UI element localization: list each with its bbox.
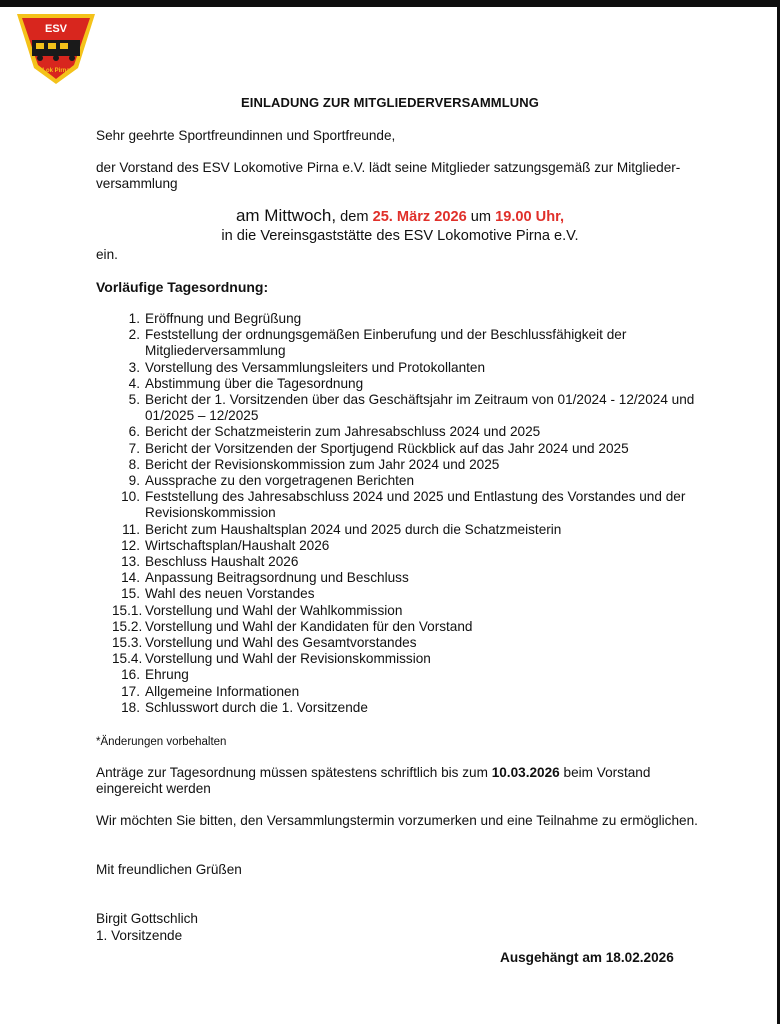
agenda-item-number: 2. (128, 327, 140, 343)
agenda-item-number: 7. (128, 440, 140, 456)
agenda-item-number: 1. (128, 311, 140, 326)
agenda-item-text: Allgemeine Informationen (145, 683, 300, 699)
agenda-item (112, 327, 702, 359)
agenda-item-number: 5. (128, 392, 140, 408)
agenda-item (112, 554, 702, 570)
agenda-item-number: 3. (128, 359, 140, 375)
page-title: EINLADUNG ZUR MITGLIEDERVERSAMMLUNG (241, 95, 539, 110)
agenda-item-number: 11. (122, 521, 140, 537)
deadline-before: Anträge zur Tagesordnung müssen spätestens schriftlich bis zum (96, 765, 492, 780)
date-prefix: am Mittwoch, (235, 206, 337, 225)
agenda-item-text: Abstimmung über die Tagesordnung (145, 375, 364, 391)
signer-name: Birgit Gottschlich (96, 911, 198, 926)
agenda-item-number: 15.4. (112, 651, 143, 667)
agenda-item-text: Vorstellung und Wahl der Wahlkommission (145, 602, 403, 618)
agenda-item (112, 635, 702, 651)
agenda-item-text: Feststellung des Jahresabschluss 2024 und 2025 und Entlastung des Vorstandes und der Revisionskommission (145, 489, 686, 521)
agenda-item-text: Aussprache zu den vorgetragenen Berichten (145, 473, 415, 489)
top-border (0, 0, 780, 7)
agenda-item-text: Ehrung (145, 667, 189, 683)
agenda-item-number: 6. (128, 424, 140, 440)
agenda-item (112, 424, 702, 440)
agenda-item-text: Bericht der Vorsitzenden der Sportjugend Rückblick auf das Jahr 2024 und 2025 (145, 440, 629, 456)
agenda-item (112, 489, 702, 521)
agenda-item-number: 10. (121, 489, 140, 505)
agenda-item (112, 651, 702, 667)
agenda-item (112, 700, 702, 716)
greeting: Sehr geehrte Sportfreundinnen und Sportfreunde, (96, 128, 396, 143)
agenda-item-text: Feststellung der ordnungsgemäßen Einberufung und der Beschlussfähigkeit der Mitgliederversammlung (145, 327, 627, 359)
agenda-item (112, 360, 702, 376)
agenda-item-number: 9. (128, 473, 140, 489)
agenda-item-number: 15.2. (112, 618, 143, 634)
agenda-item-number: 15.1. (112, 602, 143, 618)
closing-text: Mit freundlichen Grüßen (96, 862, 242, 877)
request-text: Wir möchten Sie bitten, den Versammlungstermin vorzumerken und eine Teilnahme zu ermöglichen. (96, 813, 698, 828)
agenda-item (112, 311, 702, 327)
agenda-item-number: 15. (121, 586, 140, 602)
meeting-time: 19.00 Uhr (495, 209, 560, 225)
agenda-item (112, 392, 702, 424)
agenda-item-number: 13. (121, 554, 140, 570)
agenda-item-text: Bericht der Revisionskommission zum Jahr 2024 und 2025 (145, 456, 500, 472)
meeting-date: 25. März 2026 (372, 209, 467, 225)
agenda-item-number: 4. (128, 375, 140, 391)
agenda-item (112, 603, 702, 619)
agenda-item-text: Anpassung Beitragsordnung und Beschluss (145, 570, 409, 586)
agenda-item-text: Vorstellung und Wahl der Revisionskommission (145, 651, 431, 667)
posted-date: Ausgehängt am 18.02.2026 (500, 950, 674, 965)
agenda-item (112, 538, 702, 554)
agenda-item-number: 17. (121, 683, 140, 699)
deadline-after: beim Vorstand eingereicht werden (96, 765, 651, 796)
agenda-item (112, 619, 702, 635)
agenda-item-text: Vorstellung und Wahl des Gesamtvorstandes (145, 635, 417, 651)
agenda-item-text: Bericht der Schatzmeisterin zum Jahresabschluss 2024 und 2025 (145, 424, 541, 440)
agenda-item (112, 684, 702, 700)
agenda-item (112, 570, 702, 586)
date-dem: dem (336, 209, 373, 225)
agenda-item-text: Eröffnung und Begrüßung (145, 311, 302, 326)
agenda-item (112, 473, 702, 489)
agenda-heading: Vorläufige Tagesordnung: (96, 279, 269, 295)
agenda-item (112, 522, 702, 538)
agenda-item-number: 16. (121, 667, 140, 683)
agenda-item (112, 667, 702, 683)
signer-role: 1. Vorsitzende (96, 928, 183, 943)
agenda-item (112, 376, 702, 392)
ein-text: ein. (96, 247, 118, 262)
logo-bottom-text: Lok Pirna (42, 68, 70, 74)
agenda-item-number: 15.3. (112, 635, 143, 651)
agenda-item-text: Beschluss Haushalt 2026 (145, 554, 299, 570)
agenda-item-number: 12. (121, 537, 140, 553)
deadline-text (96, 765, 706, 797)
agenda-item-text: Wirtschaftsplan/Haushalt 2026 (145, 537, 330, 553)
logo-top-text: ESV (44, 23, 68, 35)
deadline-date: 10.03.2026 (491, 765, 560, 780)
esv-logo (14, 10, 98, 86)
agenda-item-text: Vorstellung und Wahl der Kandidaten für den Vorstand (145, 618, 473, 634)
changes-note: *Änderungen vorbehalten (96, 736, 227, 748)
intro-text: der Vorstand des ESV Lokomotive Pirna e.V. lädt seine Mitglieder satzungsgemäß zur Mitglieder-versammlung (96, 160, 681, 191)
agenda-item-number: 14. (121, 570, 140, 586)
agenda-item (112, 441, 702, 457)
agenda-item-number: 18. (121, 699, 140, 715)
location-line: in die Vereinsgaststätte des ESV Lokomotive Pirna e.V. (221, 228, 579, 244)
agenda-item-text: Schlusswort durch die 1. Vorsitzende (145, 699, 368, 715)
agenda-item-text: Wahl des neuen Vorstandes (145, 586, 315, 602)
agenda-item (112, 586, 702, 602)
agenda-list (112, 311, 702, 716)
agenda-item (112, 457, 702, 473)
agenda-item-text: Vorstellung des Versammlungsleiters und Protokollanten (145, 359, 486, 375)
agenda-item-text: Bericht der 1. Vorsitzenden über das Geschäftsjahr im Zeitraum von 01/2024 - 12/2024 und 01/2025 – 12/2025 (145, 392, 695, 424)
date-um: um (466, 209, 496, 225)
date-comma: , (560, 209, 565, 225)
agenda-item-number: 8. (128, 456, 140, 472)
agenda-item-text: Bericht zum Haushaltsplan 2024 und 2025 durch die Schatzmeisterin (145, 521, 562, 537)
date-line (0, 206, 780, 226)
